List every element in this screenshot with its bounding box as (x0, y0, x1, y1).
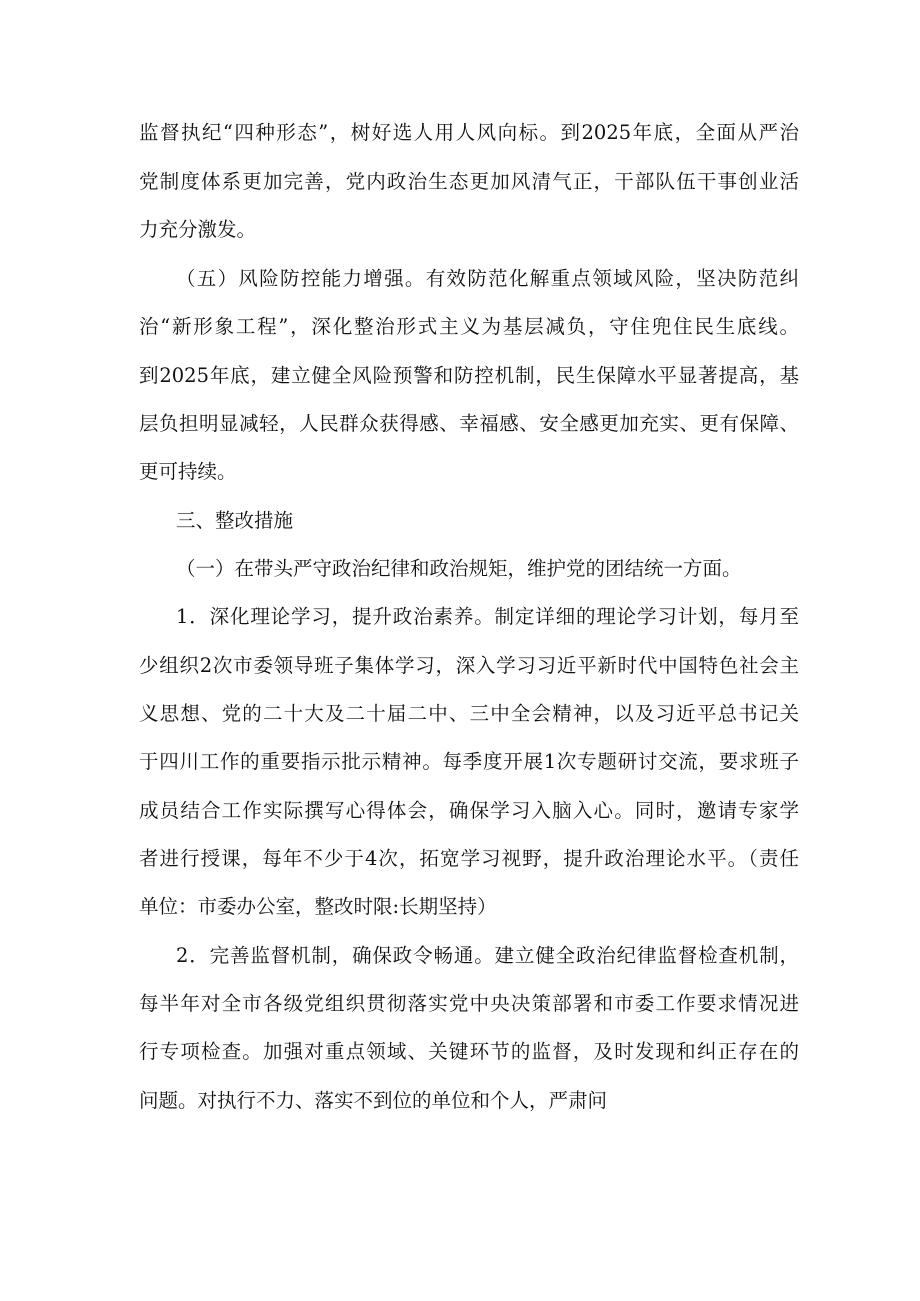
paragraph-line: 问题。对执行不力、落实不到位的单位和个人，严肃问 (139, 1089, 608, 1112)
paragraph-line: 2．完善监督机制，确保政令畅通。建立健全政治纪律监督检查机制， (176, 944, 799, 967)
paragraph-line: 党制度体系更加完善，党内政治生态更加风清气正，干部队伍干事创业活 (139, 170, 799, 193)
paragraph-line: 义思想、党的二十大及二十届二中、三中全会精神，以及习近平总书记关 (139, 702, 799, 725)
paragraph-line: 单位：市委办公室，整改时限:长期坚持） (139, 895, 497, 918)
paragraph-line: 成员结合工作实际撰写心得体会，确保学习入脑入心。同时，邀请专家学 (139, 799, 799, 822)
subsection-heading: （一）在带头严守政治纪律和政治规矩，维护党的团结统一方面。 (176, 557, 742, 580)
paragraph-line: 监督执纪“四种形态”，树好选人用人风向标。到2025年底，全面从严治 (139, 121, 799, 144)
paragraph-line: 每半年对全市各级党组织贯彻落实党中央决策部署和市委工作要求情况进 (139, 992, 799, 1015)
paragraph-line: 更可持续。 (139, 460, 237, 483)
paragraph-line: 层负担明显减轻，人民群众获得感、幸福感、安全感更加充实、更有保障、 (139, 412, 799, 435)
paragraph-line: 者进行授课，每年不少于4次，拓宽学习视野，提升政治理论水平。（责任 (139, 847, 799, 870)
paragraph-line: 治“新形象工程”，深化整治形式主义为基层减负，守住兜住民生底线。 (139, 315, 799, 338)
section-heading: 三、整改措施 (176, 509, 294, 532)
paragraph-line: 到2025年底，建立健全风险预警和防控机制，民生保障水平显著提高，基 (139, 364, 799, 387)
paragraph-line: 于四川工作的重要指示批示精神。每季度开展1次专题研讨交流，要求班子 (139, 750, 799, 773)
paragraph-line: 少组织2次市委领导班子集体学习，深入学习习近平新时代中国特色社会主 (139, 654, 799, 677)
paragraph-line: 力充分激发。 (139, 218, 257, 241)
paragraph-line: （五）风险防控能力增强。有效防范化解重点领域风险，坚决防范纠 (176, 267, 799, 290)
paragraph-line: 1．深化理论学习，提升政治素养。制定详细的理论学习计划，每月至 (176, 605, 799, 628)
paragraph-line: 行专项检查。加强对重点领域、关键环节的监督，及时发现和纠正存在的 (139, 1040, 799, 1063)
